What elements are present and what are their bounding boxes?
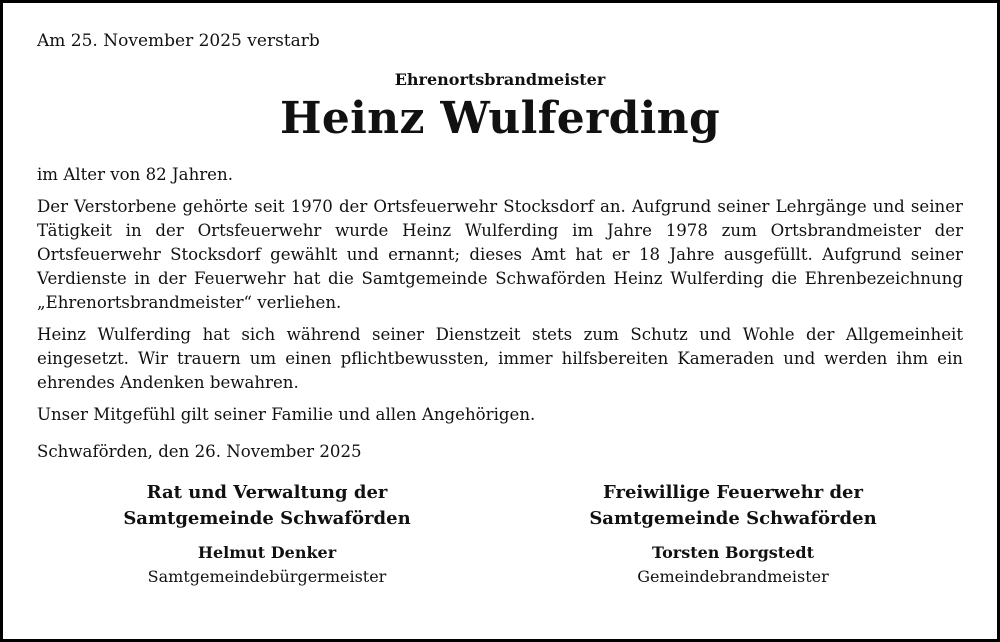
place-date-line: Schwaförden, den 26. November 2025 (37, 442, 362, 461)
paragraph-tribute: Heinz Wulferding hat sich während seiner Dienstzeit stets zum Schutz und Wohle der Allgemeinheit eingesetzt. Wir trauern um einen pflichtbewussten, immer hilfsbereiten Kameraden und werden ihm ein ehrendes Andenken bewahren. (37, 325, 963, 392)
signature-block (37, 480, 963, 590)
signature-person: Torsten Borgstedt (652, 543, 814, 562)
age-line: im Alter von 82 Jahren. (37, 165, 233, 184)
signature-right (503, 480, 963, 590)
signature-person: Helmut Denker (197, 543, 337, 562)
signature-org-line2: Samtgemeinde Schwaförden (589, 508, 877, 529)
paragraph-service: Der Verstorbene gehörte seit 1970 der Ortsfeuerwehr Stocksdorf an. Aufgrund seiner Lehrgänge und seiner Tätigkeit in der Ortsfeuerwehr wurde Heinz Wulferding im Jahre 1978 zum Ortsbrandmeister der Ortsfeuerwehr Stocksdorf gewählt und ernannt; dieses Amt hat er 18 Jahre ausgefüllt. Aufgrund seiner Verdienste in der Feuerwehr hat die Samtgemeinde Schwaförden Heinz Wulferding die Ehrenbezeichnung „Ehrenortsbrandmeister“ verliehen. (37, 197, 963, 312)
signature-org-line1: Rat und Verwaltung der (146, 482, 388, 503)
signature-left (37, 480, 497, 590)
paragraph-condolence: Unser Mitgefühl gilt seiner Familie und allen Angehörigen. (37, 405, 536, 424)
signature-role: Gemeindebrandmeister (637, 567, 829, 586)
signature-org-line1: Freiwillige Feuerwehr der (603, 482, 863, 503)
signature-role: Samtgemeindebürgermeister (147, 567, 387, 586)
deceased-name: Heinz Wulferding (279, 93, 721, 144)
honorary-rank: Ehrenortsbrandmeister (394, 70, 606, 89)
signature-org-line2: Samtgemeinde Schwaförden (123, 508, 411, 529)
intro-line: Am 25. November 2025 verstarb (37, 31, 320, 51)
